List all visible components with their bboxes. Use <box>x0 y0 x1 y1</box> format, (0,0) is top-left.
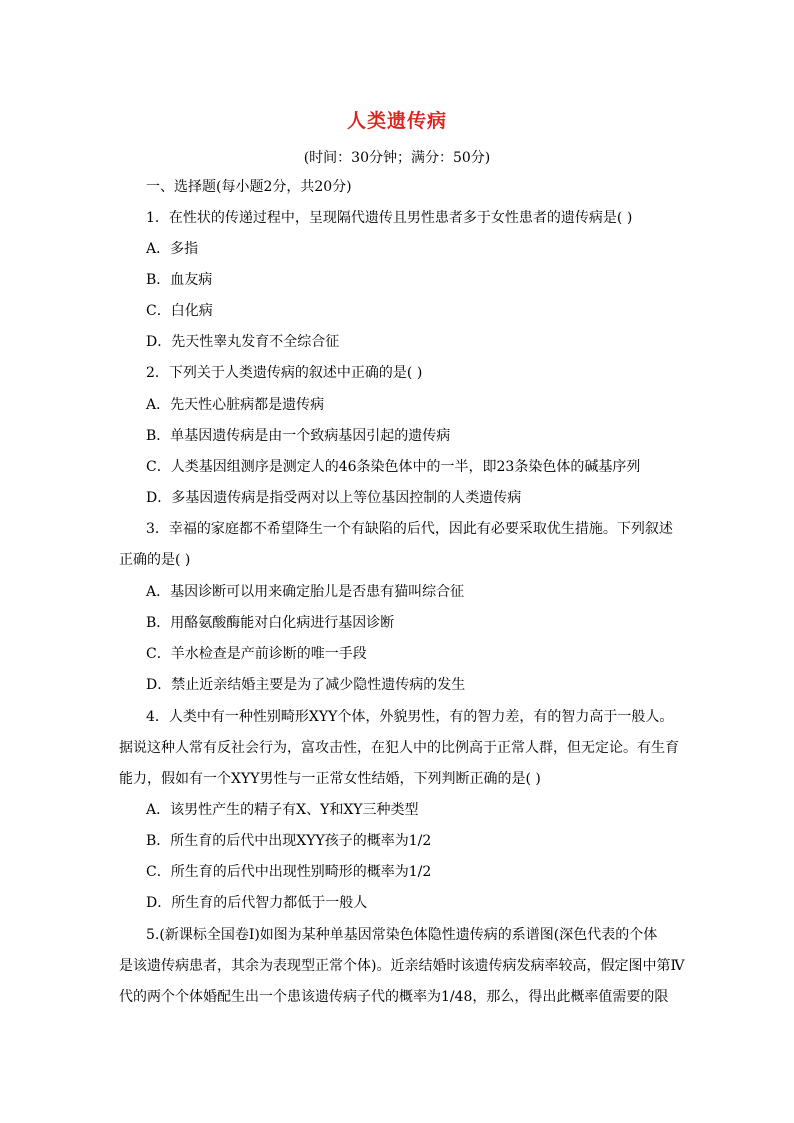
exam-info: (时间：30分钟；满分：50分) <box>303 150 491 166</box>
question-4-option-a: A．该男性产生的精子有X、Y和XY三种类型 <box>146 802 419 818</box>
question-2-option-c: C．人类基因组测序是测定人的46条染色体中的一半，即23条染色体的碱基序列 <box>146 459 641 475</box>
question-4-option-b: B．所生育的后代中出现XYY孩子的概率为1/2 <box>146 833 432 849</box>
page-title: 人类遗传病 <box>346 110 447 132</box>
question-4-stem-line-3: 能力，假如有一个XYY男性与一正常女性结婚，下列判断正确的是( ) <box>119 771 541 787</box>
question-1-option-d: D．先天性睾丸发育不全综合征 <box>146 334 340 350</box>
question-1-option-c: C．白化病 <box>146 303 213 319</box>
question-4-stem-line-1: 4．人类中有一种性别畸形XYY个体，外貌男性，有的智力差，有的智力高于一般人。 <box>146 709 674 725</box>
question-3-stem-line-1: 3．幸福的家庭都不希望降生一个有缺陷的后代，因此有必要采取优生措施。下列叙述 <box>146 521 673 537</box>
question-4-stem-line-2: 据说这种人常有反社会行为，富攻击性，在犯人中的比例高于正常人群，但无定论。有生育 <box>119 740 679 756</box>
question-2-option-b: B．单基因遗传病是由一个致病基因引起的遗传病 <box>146 428 451 444</box>
question-3-stem-line-2: 正确的是( ) <box>119 552 191 568</box>
question-2-stem: 2．下列关于人类遗传病的叙述中正确的是( ) <box>146 365 423 381</box>
question-1-option-a: A．多指 <box>146 241 199 257</box>
question-3-option-b: B．用酪氨酸酶能对白化病进行基因诊断 <box>146 615 395 631</box>
question-1-stem: 1．在性状的传递过程中，呈现隔代遗传且男性患者多于女性患者的遗传病是( ) <box>146 210 633 226</box>
question-3-option-a: A．基因诊断可以用来确定胎儿是否患有猫叫综合征 <box>146 584 465 600</box>
question-2-option-a: A．先天性心脏病都是遗传病 <box>146 397 325 413</box>
question-3-option-c: C．羊水检查是产前诊断的唯一手段 <box>146 646 367 662</box>
question-5-stem-line-3: 代的两个个体婚配生出一个患该遗传病子代的概率为1/48，那么，得出此概率值需要的限 <box>119 989 669 1005</box>
question-5-stem-line-2: 是该遗传病患者，其余为表现型正常个体)。近亲结婚时该遗传病发病率较高，假定图中第Ⅳ <box>119 958 685 974</box>
section-heading: 一、选择题(每小题2分，共20分) <box>146 179 352 195</box>
question-4-option-c: C．所生育的后代中出现性别畸形的概率为1/2 <box>146 864 432 880</box>
question-5-stem-line-1: 5.(新课标全国卷Ⅰ)如图为某种单基因常染色体隐性遗传病的系谱图(深色代表的个体 <box>146 927 658 943</box>
question-4-option-d: D．所生育的后代智力都低于一般人 <box>146 895 368 911</box>
question-2-option-d: D．多基因遗传病是指受两对以上等位基因控制的人类遗传病 <box>146 490 522 506</box>
question-3-option-d: D．禁止近亲结婚主要是为了减少隐性遗传病的发生 <box>146 677 466 693</box>
question-1-option-b: B．血友病 <box>146 272 213 288</box>
